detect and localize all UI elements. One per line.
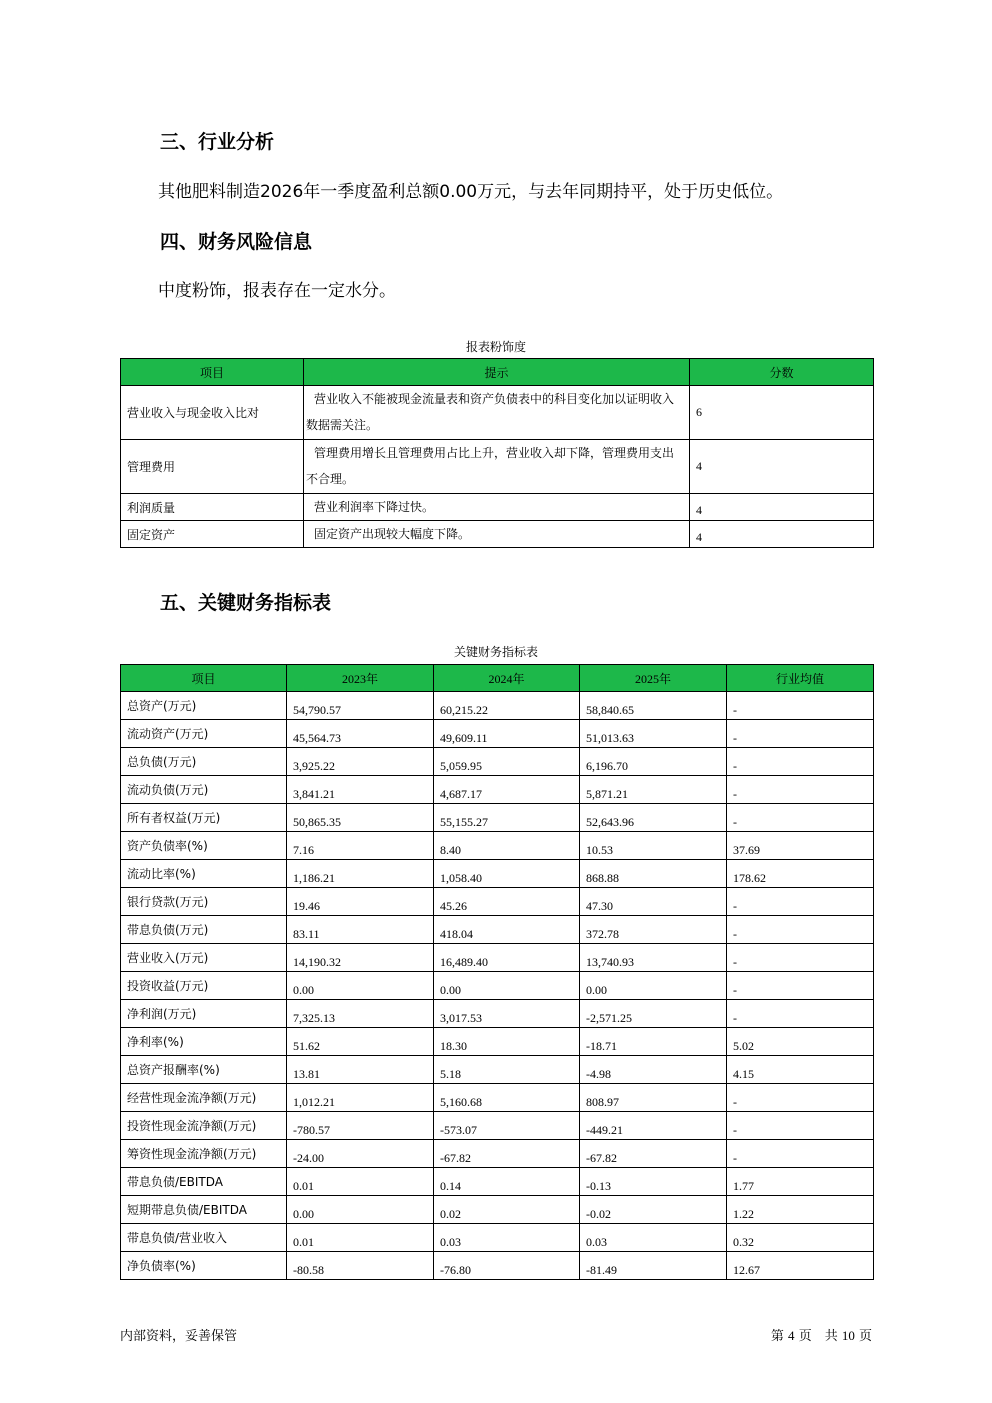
kpi-value: 0.32 [727,1224,874,1252]
kpi-value: 0.00 [434,972,580,1000]
kpi-value: 0.00 [287,972,434,1000]
kpi-item-name: 流动比率(%) [121,860,287,888]
kpi-item-name: 流动资产(万元) [121,720,287,748]
kpi-row [121,1084,874,1112]
kpi-value: 0.01 [287,1168,434,1196]
kpi-value: 1,186.21 [287,860,434,888]
kpi-item-name: 资产负债率(%) [121,832,287,860]
kpi-header-2024: 2024年 [434,665,580,692]
kpi-value: 1,058.40 [434,860,580,888]
kpi-value: 418.04 [434,916,580,944]
kpi-row [121,1168,874,1196]
kpi-value: 6,196.70 [580,748,727,776]
kpi-value: 4,687.17 [434,776,580,804]
footer-confidential: 内部资料，妥善保管 [120,1329,238,1344]
kpi-item-name: 总资产报酬率(%) [121,1056,287,1084]
kpi-row [121,692,874,720]
kpi-item-name: 净利润(万元) [121,1000,287,1028]
risk-score: 4 [690,440,874,494]
kpi-item-name: 经营性现金流净额(万元) [121,1084,287,1112]
risk-header-item: 项目 [121,359,304,386]
kpi-row [121,720,874,748]
kpi-item-name: 营业收入(万元) [121,944,287,972]
kpi-value: -76.80 [434,1252,580,1280]
kpi-row [121,916,874,944]
risk-hint [304,386,690,440]
kpi-row [121,972,874,1000]
kpi-value: 7,325.13 [287,1000,434,1028]
footer-page-mid: 页 共 [798,1329,838,1344]
kpi-value: 16,489.40 [434,944,580,972]
kpi-row [121,748,874,776]
section3-heading: 三、行业分析 [160,131,275,153]
kpi-value: 8.40 [434,832,580,860]
kpi-table [120,664,874,1280]
kpi-value: 0.00 [287,1196,434,1224]
kpi-item-name: 流动负债(万元) [121,776,287,804]
kpi-value: -0.02 [580,1196,727,1224]
kpi-row [121,804,874,832]
kpi-value: 52,643.96 [580,804,727,832]
kpi-value: 868.88 [580,860,727,888]
risk-table-caption: 报表粉饰度 [465,340,526,354]
footer-page-total: 10 [841,1328,855,1343]
kpi-table-body [121,692,874,1280]
kpi-value: 19.46 [287,888,434,916]
kpi-row [121,1196,874,1224]
kpi-value: -0.13 [580,1168,727,1196]
kpi-value: -449.21 [580,1112,727,1140]
kpi-item-name: 总负债(万元) [121,748,287,776]
kpi-value: 51,013.63 [580,720,727,748]
kpi-value: 45,564.73 [287,720,434,748]
kpi-value: 10.53 [580,832,727,860]
kpi-value: 1,012.21 [287,1084,434,1112]
kpi-value: 54,790.57 [287,692,434,720]
kpi-item-name: 净利率(%) [121,1028,287,1056]
kpi-value: 0.00 [580,972,727,1000]
kpi-header-industry-avg: 行业均值 [727,665,874,692]
kpi-value: 7.16 [287,832,434,860]
kpi-header-2025: 2025年 [580,665,727,692]
risk-score: 6 [690,386,874,440]
risk-row [121,521,874,548]
kpi-item-name: 短期带息负债/EBITDA [121,1196,287,1224]
kpi-item-name: 带息负债/营业收入 [121,1224,287,1252]
kpi-value: 12.67 [727,1252,874,1280]
kpi-value: -573.07 [434,1112,580,1140]
kpi-value: 3,017.53 [434,1000,580,1028]
risk-hint [304,494,690,521]
kpi-header-2023: 2023年 [287,665,434,692]
kpi-row [121,1056,874,1084]
risk-row [121,386,874,440]
kpi-value: - [727,972,874,1000]
kpi-table-header-row [121,665,874,692]
kpi-value: 45.26 [434,888,580,916]
kpi-value: -24.00 [287,1140,434,1168]
kpi-item-name: 带息负债(万元) [121,916,287,944]
risk-row [121,494,874,521]
kpi-value: -18.71 [580,1028,727,1056]
kpi-value: - [727,916,874,944]
risk-item: 固定资产 [121,521,304,548]
kpi-value: - [727,944,874,972]
kpi-value: 1.22 [727,1196,874,1224]
kpi-value: 49,609.11 [434,720,580,748]
kpi-value: 178.62 [727,860,874,888]
footer-page-prefix: 第 [770,1329,784,1344]
kpi-item-name: 投资性现金流净额(万元) [121,1112,287,1140]
kpi-value: 5,059.95 [434,748,580,776]
kpi-value: - [727,748,874,776]
risk-item: 利润质量 [121,494,304,521]
kpi-row [121,1112,874,1140]
risk-row [121,440,874,494]
kpi-value: 13.81 [287,1056,434,1084]
kpi-value: - [727,692,874,720]
kpi-value: -67.82 [580,1140,727,1168]
kpi-row [121,1224,874,1252]
kpi-value: 55,155.27 [434,804,580,832]
kpi-value: 0.03 [434,1224,580,1252]
kpi-value: -4.98 [580,1056,727,1084]
kpi-item-name: 银行贷款(万元) [121,888,287,916]
kpi-value: 0.02 [434,1196,580,1224]
section4-heading: 四、财务风险信息 [160,231,313,253]
risk-header-score: 分数 [690,359,874,386]
kpi-row [121,1028,874,1056]
kpi-value: -80.58 [287,1252,434,1280]
kpi-value: - [727,776,874,804]
kpi-value: 37.69 [727,832,874,860]
kpi-value: - [727,720,874,748]
kpi-value: 0.03 [580,1224,727,1252]
footer-page-number: 4 [788,1328,795,1343]
kpi-value: 4.15 [727,1056,874,1084]
kpi-value: 3,841.21 [287,776,434,804]
kpi-item-name: 净负债率(%) [121,1252,287,1280]
kpi-value: 50,865.35 [287,804,434,832]
kpi-value: 13,740.93 [580,944,727,972]
kpi-value: 372.78 [580,916,727,944]
kpi-value: - [727,804,874,832]
kpi-value: 18.30 [434,1028,580,1056]
kpi-row [121,776,874,804]
kpi-value: 5,160.68 [434,1084,580,1112]
risk-item: 管理费用 [121,440,304,494]
section4-text: 中度粉饰，报表存在一定水分。 [158,281,396,301]
kpi-value: -780.57 [287,1112,434,1140]
kpi-value: 47.30 [580,888,727,916]
risk-hint [304,521,690,548]
kpi-value: 5,871.21 [580,776,727,804]
kpi-row [121,1140,874,1168]
kpi-table-caption: 关键财务指标表 [453,645,538,659]
kpi-value: -2,571.25 [580,1000,727,1028]
kpi-value: - [727,1112,874,1140]
kpi-value: 60,215.22 [434,692,580,720]
risk-header-hint: 提示 [304,359,690,386]
kpi-row [121,1252,874,1280]
kpi-value: 83.11 [287,916,434,944]
kpi-row [121,1000,874,1028]
kpi-item-name: 筹资性现金流净额(万元) [121,1140,287,1168]
kpi-row [121,888,874,916]
kpi-value: -67.82 [434,1140,580,1168]
risk-score: 4 [690,521,874,548]
kpi-value: 14,190.32 [287,944,434,972]
kpi-value: - [727,888,874,916]
risk-hint [304,440,690,494]
section5-heading: 五、关键财务指标表 [160,592,332,614]
kpi-row [121,860,874,888]
kpi-item-name: 所有者权益(万元) [121,804,287,832]
kpi-value: -81.49 [580,1252,727,1280]
kpi-item-name: 总资产(万元) [121,692,287,720]
kpi-value: 5.18 [434,1056,580,1084]
risk-hint-text: 营业收入不能被现金流量表和资产负债表中的科目变化加以证明收入数据需关注。 [306,392,675,432]
kpi-value: 808.97 [580,1084,727,1112]
section3-text: 其他肥料制造2026年一季度盈利总额0.00万元，与去年同期持平，处于历史低位。 [158,182,784,202]
risk-score: 4 [690,494,874,521]
risk-hint-text: 固定资产出现较大幅度下降。 [314,527,471,541]
risk-table-header-row [121,359,874,386]
kpi-value: 51.62 [287,1028,434,1056]
footer-page-suffix: 页 [858,1329,872,1344]
kpi-row [121,832,874,860]
kpi-header-item: 项目 [121,665,287,692]
kpi-row [121,944,874,972]
kpi-value: - [727,1140,874,1168]
kpi-value: 0.14 [434,1168,580,1196]
kpi-value: 1.77 [727,1168,874,1196]
risk-hint-text: 营业利润率下降过快。 [314,500,435,514]
kpi-item-name: 投资收益(万元) [121,972,287,1000]
kpi-value: - [727,1000,874,1028]
risk-table [120,358,874,548]
risk-hint-text: 管理费用增长且管理费用占比上升，营业收入却下降，管理费用支出不合理。 [306,446,675,486]
kpi-item-name: 带息负债/EBITDA [121,1168,287,1196]
risk-item: 营业收入与现金收入比对 [121,386,304,440]
footer-page-info [771,1325,872,1344]
kpi-value: - [727,1084,874,1112]
kpi-value: 3,925.22 [287,748,434,776]
kpi-value: 58,840.65 [580,692,727,720]
kpi-value: 0.01 [287,1224,434,1252]
kpi-value: 5.02 [727,1028,874,1056]
